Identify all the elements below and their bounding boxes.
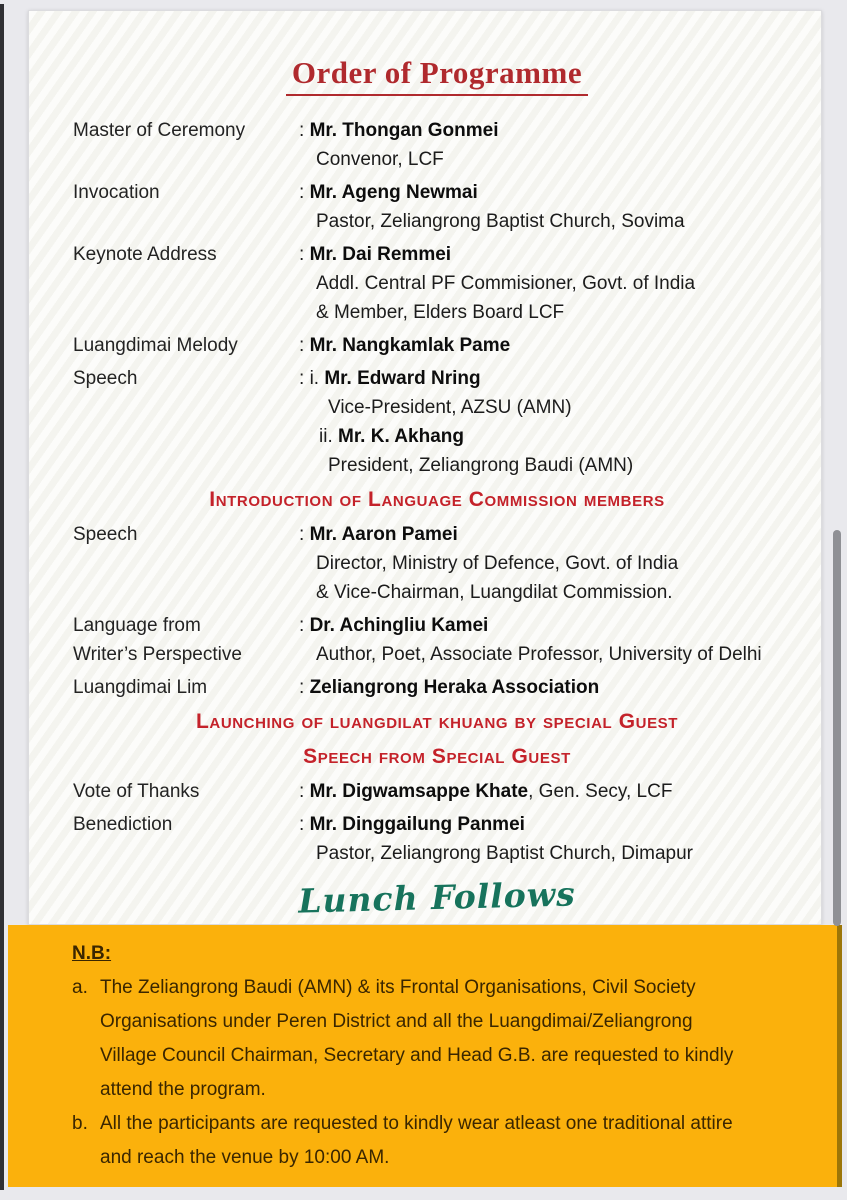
nb-items [72, 971, 809, 1175]
section-heading: Launching of luangdilat khuang by special Guest [195, 710, 679, 733]
programme-label-line: Luangdimai Lim [73, 677, 208, 698]
person-name: Zeliangrong Heraka Association [309, 677, 600, 698]
nb-item-marker: b. [72, 1113, 88, 1134]
nb-item [72, 971, 809, 1107]
programme-row [73, 178, 801, 236]
nb-item-marker: a. [72, 977, 88, 998]
person-name: Mr. Dinggailung Panmei [309, 814, 525, 835]
programme-value [299, 611, 801, 669]
programme-value-line: : Mr. Aaron Pamei [299, 524, 458, 545]
nb-item-line: attend the program. [100, 1079, 266, 1100]
nb-item-line: The Zeliangrong Baudi (AMN) & its Frontal Organisations, Civil Society [100, 977, 696, 998]
photo-left-edge [0, 4, 4, 1190]
nb-item-line: and reach the venue by 10:00 AM. [100, 1147, 390, 1168]
programme-label-line: Speech [73, 524, 138, 545]
programme-value-line: : Dr. Achingliu Kamei [299, 615, 489, 636]
programme-value-line: ii. Mr. K. Akhang [319, 426, 464, 447]
programme-value-line: Director, Ministry of Defence, Govt. of India [316, 553, 679, 574]
programme-row [73, 673, 801, 702]
programme-value [299, 520, 801, 607]
programme-value [299, 364, 801, 480]
person-name: Mr. Dai Remmei [309, 244, 452, 265]
programme-value-line: : Mr. Dai Remmei [299, 244, 452, 265]
nb-section [8, 925, 842, 1187]
scrollbar-track[interactable] [826, 10, 844, 925]
programme-label [73, 178, 299, 236]
programme-value [299, 240, 801, 327]
programme-label-line: Benediction [73, 814, 173, 835]
programme-value [299, 116, 801, 174]
programme-value-line: President, Zeliangrong Baudi (AMN) [328, 455, 634, 476]
programme-value [299, 777, 801, 806]
programme-label-line: Language from [73, 615, 201, 636]
programme-row [73, 810, 801, 868]
programme-label-line: Keynote Address [73, 244, 217, 265]
programme-value-line: : Mr. Thongan Gonmei [299, 120, 499, 141]
programme-label-line: Writer’s Perspective [73, 644, 242, 665]
programme-value-line: Pastor, Zeliangrong Baptist Church, Dimapur [316, 843, 694, 864]
title-wrap [73, 11, 801, 96]
programme-value-line: : Mr. Digwamsappe Khate, Gen. Secy, LCF [299, 781, 673, 802]
programme-value-line: Vice-President, AZSU (AMN) [328, 397, 572, 418]
programme-value-line: : Mr. Nangkamlak Pame [299, 335, 511, 356]
programme-value-line: Author, Poet, Associate Professor, University of Delhi [316, 644, 762, 665]
programme-value-line: : Mr. Dinggailung Panmei [299, 814, 525, 835]
programme-label-line: Invocation [73, 182, 160, 203]
person-name: Mr. Ageng Newmai [309, 182, 478, 203]
nb-item-lines [100, 971, 809, 1107]
person-name: Mr. Digwamsappe Khate [309, 781, 529, 802]
person-name: Mr. K. Akhang [338, 426, 464, 447]
person-name: Dr. Achingliu Kamei [309, 615, 489, 636]
programme-value-line: Pastor, Zeliangrong Baptist Church, Sovima [316, 211, 685, 232]
programme-value-line: : Mr. Ageng Newmai [299, 182, 478, 203]
programme-value-line: Convenor, LCF [316, 149, 444, 170]
programme-value-line: : Zeliangrong Heraka Association [299, 677, 600, 698]
programme-row [73, 116, 801, 174]
programme-card [28, 10, 822, 925]
programme-row [73, 611, 801, 669]
lunch-note: Lunch Follows [297, 874, 577, 921]
programme-list [73, 116, 801, 868]
programme-row [73, 364, 801, 480]
nb-item-line: Village Council Chairman, Secretary and Head G.B. are requested to kindly [100, 1045, 734, 1066]
programme-label [73, 116, 299, 174]
programme-row [73, 240, 801, 327]
person-name: Mr. Edward Nring [324, 368, 481, 389]
programme-value [299, 673, 801, 702]
nb-item [72, 1107, 809, 1175]
programme-label [73, 777, 299, 806]
programme-label [73, 810, 299, 868]
nb-item-line: Organisations under Peren District and all the Luangdimai/Zeliangrong [100, 1011, 693, 1032]
programme-label [73, 364, 299, 480]
person-name: Mr. Aaron Pamei [309, 524, 458, 545]
programme-label [73, 520, 299, 607]
programme-row [73, 331, 801, 360]
programme-label-line: Luangdimai Melody [73, 335, 238, 356]
programme-label-line: Vote of Thanks [73, 781, 200, 802]
programme-value [299, 810, 801, 868]
person-name: Mr. Thongan Gonmei [309, 120, 499, 141]
programme-label [73, 240, 299, 327]
programme-row [73, 777, 801, 806]
programme-label [73, 611, 299, 669]
nb-heading: N.B: [72, 943, 112, 964]
programme-label [73, 673, 299, 702]
programme-label [73, 331, 299, 360]
programme-label-line: Master of Ceremony [73, 120, 246, 141]
programme-value [299, 178, 801, 236]
section-heading: Speech from Special Guest [303, 745, 571, 768]
scrollbar-thumb[interactable] [833, 530, 841, 926]
nb-item-line: All the participants are requested to kindly wear atleast one traditional attire [100, 1113, 733, 1134]
programme-value-line: & Vice-Chairman, Luangdilat Commission. [316, 582, 673, 603]
programme-label-line: Speech [73, 368, 138, 389]
person-name: Mr. Nangkamlak Pame [309, 335, 511, 356]
page-title: Order of Programme [286, 55, 588, 96]
programme-value-line: Addl. Central PF Commisioner, Govt. of India [316, 273, 696, 294]
programme-value [299, 331, 801, 360]
programme-value-line: & Member, Elders Board LCF [316, 302, 565, 323]
nb-item-lines [100, 1107, 809, 1175]
programme-row [73, 520, 801, 607]
programme-value-line: : i. Mr. Edward Nring [299, 368, 481, 389]
section-heading: Introduction of Language Commission members [209, 488, 665, 511]
